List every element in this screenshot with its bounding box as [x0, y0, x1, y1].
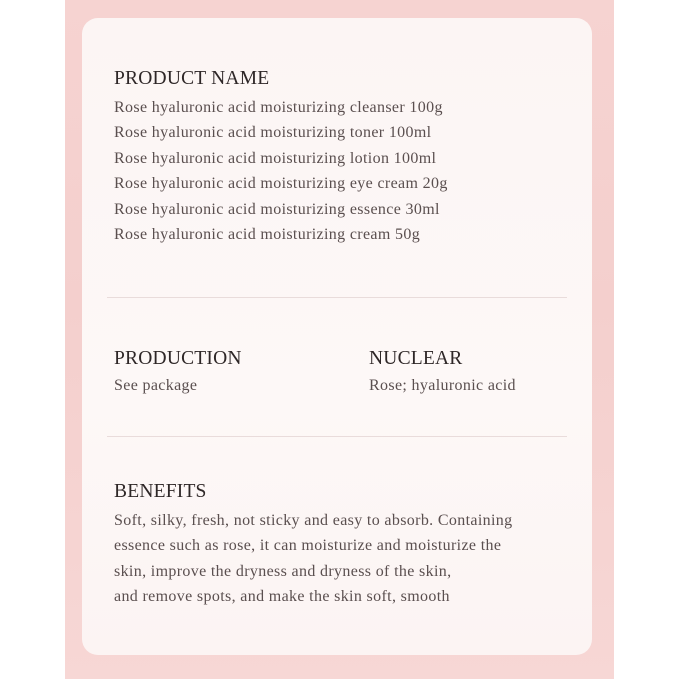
production-value: See package	[114, 377, 198, 394]
product-name-heading: PRODUCT NAME	[114, 68, 270, 89]
list-item: Rose hyaluronic acid moisturizing cleanser 100g	[114, 99, 443, 116]
list-item: Rose hyaluronic acid moisturizing toner 100ml	[114, 124, 432, 142]
list-item: Rose hyaluronic acid moisturizing eye cream 20g	[114, 175, 448, 193]
benefits-line: skin, improve the dryness and dryness of the skin,	[114, 562, 452, 580]
benefits-line: Soft, silky, fresh, not sticky and easy to absorb. Containing	[114, 512, 513, 529]
benefits-paragraph	[114, 508, 513, 610]
product-name-list	[114, 95, 448, 247]
benefits-heading: BENEFITS	[114, 481, 207, 502]
section-divider	[107, 297, 567, 298]
list-item: Rose hyaluronic acid moisturizing cream 50g	[114, 225, 421, 243]
nuclear-heading: NUCLEAR	[369, 348, 463, 369]
benefits-line: essence such as rose, it can moisturize and moisturize the	[114, 537, 502, 555]
section-divider	[107, 436, 567, 437]
benefits-line: and remove spots, and make the skin soft, smooth	[114, 588, 450, 606]
production-heading: PRODUCTION	[114, 348, 242, 369]
list-item: Rose hyaluronic acid moisturizing essence 30ml	[114, 200, 440, 218]
nuclear-value: Rose; hyaluronic acid	[369, 377, 516, 394]
list-item: Rose hyaluronic acid moisturizing lotion 100ml	[114, 149, 437, 167]
